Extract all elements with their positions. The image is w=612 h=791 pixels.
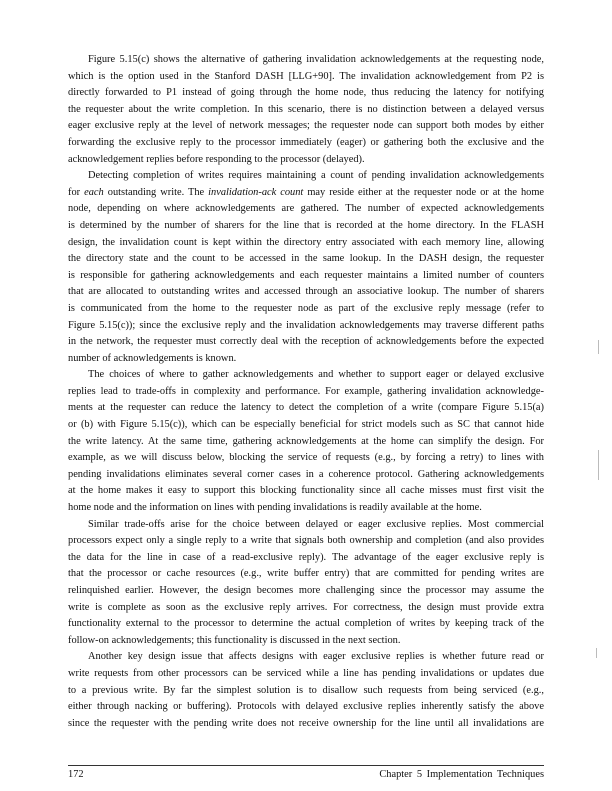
text-line: either through nacking or buffering). Protocols with delayed exclusive replies inherently satisfy the above (68, 701, 544, 713)
paragraph (68, 52, 544, 168)
text-line: to a previous write. By far the simplest solution is to disallow such requests from being serviced (e.g., (68, 684, 544, 696)
scan-mark (598, 340, 599, 354)
text-line: which is the option used in the Stanford DASH [LLG+90]. The invalidation acknowledgement from P2 is (68, 70, 544, 82)
emphasis: invalidation-ack count (208, 186, 304, 198)
text-line: eager exclusive reply at the level of network messages; the requester node can support both modes by either (68, 120, 544, 132)
text-line: number of acknowledgements is known. (68, 352, 237, 364)
text-line: write is complete as soon as the exclusive reply arrives. For correctness, the design must provide extra (68, 601, 544, 613)
text-line: Figure 5.15(c) shows the alternative of gathering invalidation acknowledgements at the requesting node, (88, 54, 544, 65)
text-line: is determined by the number of sharers for the line that is recorded at the home directory. In the FLASH (68, 219, 544, 231)
text-line: at the home makes it easy to support this blocking functionality since all cache misses must first visit the (68, 485, 544, 497)
text-segment: may reside either at the requester node or at the home (303, 186, 545, 198)
text-line: directly forwarded to P1 instead of going through the home node, thus reducing the latency for notifying (68, 87, 544, 99)
text-line: write requests from other processors can be serviced while a line has pending invalidations or updates due (68, 667, 544, 679)
text-line: that are allocated to outstanding writes and accessed through an associative lookup. The number of sharers (68, 286, 544, 298)
page-number: 172 (68, 769, 84, 780)
text-line: is communicated from the home to the requester node as part of the exclusive reply message (refer to (68, 302, 544, 314)
text-line: acknowledgement replies before responding to the processor (delayed). (68, 153, 365, 165)
text-line: Detecting completion of writes requires maintaining a count of pending invalidation acknowledgements (88, 170, 544, 182)
text-line: that the processor or cache resources (e.g., write buffer entry) that are committed for pending writes are (68, 568, 544, 580)
emphasis: each (84, 186, 104, 198)
paragraph (68, 517, 544, 650)
text-line: the requester about the write completion. In this scenario, there is no distinction between a delayed versus (68, 103, 544, 115)
text-line: replies lead to trade-offs in complexity and performance. For example, gathering invalidation acknowledge- (68, 385, 544, 397)
text-line: Figure 5.15(c)); since the exclusive reply and the invalidation acknowledgements may traverse different paths (68, 319, 544, 331)
text-line: functionality external to the processor to determine the actual completion of writes by keeping track of the (68, 618, 544, 630)
text-line: is responsible for gathering acknowledgements and each requester maintains a limited number of counters (68, 269, 544, 281)
text-line: relinquished earlier. However, the design becomes more challenging since the processor may assume the (68, 585, 544, 596)
scan-mark (598, 450, 599, 480)
body-text (68, 52, 544, 732)
text-line: The choices of where to gather acknowledgements and whether to support eager or delayed exclusive (88, 369, 544, 381)
text-line: in the network, the requester must correctly deal with the reception of acknowledgements before the expected (68, 336, 544, 348)
paragraph (68, 649, 544, 732)
text-segment: for (68, 186, 85, 198)
text-line: the data for the line in case of a read-exclusive reply). The advantage of the eager exclusive reply is (68, 551, 544, 563)
text-line: example, as we will discuss below, blocking the service of requests (e.g., by forcing a retry) to lines with (68, 452, 544, 464)
text-line: processors expect only a single reply to a write that signals both ownership and completion (and also provides (68, 535, 544, 547)
text-line: or (b) with Figure 5.15(c)), which can be especially beneficial for strict models such as SC that cannot hide (68, 419, 544, 431)
text-line (68, 185, 544, 202)
running-footer: Chapter 5 Implementation Techniques (379, 769, 544, 780)
text-line: the write latency. At the same time, gathering acknowledgements at the home can simplify the design. For (68, 435, 544, 447)
text-line: home node and the information on lines with pending invalidations is readily available at the home. (68, 502, 482, 514)
footer-rule (68, 765, 544, 766)
text-line: the directory state and the count to be accessed in the same lookup. In the DASH design, the requester (68, 253, 544, 265)
text-line: Similar trade-offs arise for the choice between delayed or eager exclusive replies. Most commercial (88, 518, 544, 530)
text-line: design, the invalidation count is kept within the directory entry associated with each memory line, allowing (68, 236, 544, 248)
text-line: ments at the requester can reduce the latency to detect the completion of a write (compare Figure 5.15(a) (68, 402, 544, 414)
text-segment: outstanding write. The (103, 186, 209, 198)
text-line: Another key design issue that affects designs with eager exclusive replies is whether future read or (88, 651, 544, 663)
text-line: since the requester with the pending write does not receive ownership for the line until all invalidations are (68, 717, 544, 729)
text-line: forwarding the exclusive reply to the processor immediately (eager) or gathering both the exclusive and the (68, 136, 544, 148)
paragraph (68, 367, 544, 516)
scan-mark (596, 648, 597, 658)
text-line: pending invalidations eliminates several corner cases in a coherence protocol. Gathering acknowledgements (68, 468, 544, 480)
text-line: follow-on acknowledgements; this functionality is discussed in the next section. (68, 634, 401, 646)
paragraph (68, 168, 544, 367)
text-line: node, depending on where acknowledgements are gathered. The number of expected acknowledgements (68, 203, 544, 215)
